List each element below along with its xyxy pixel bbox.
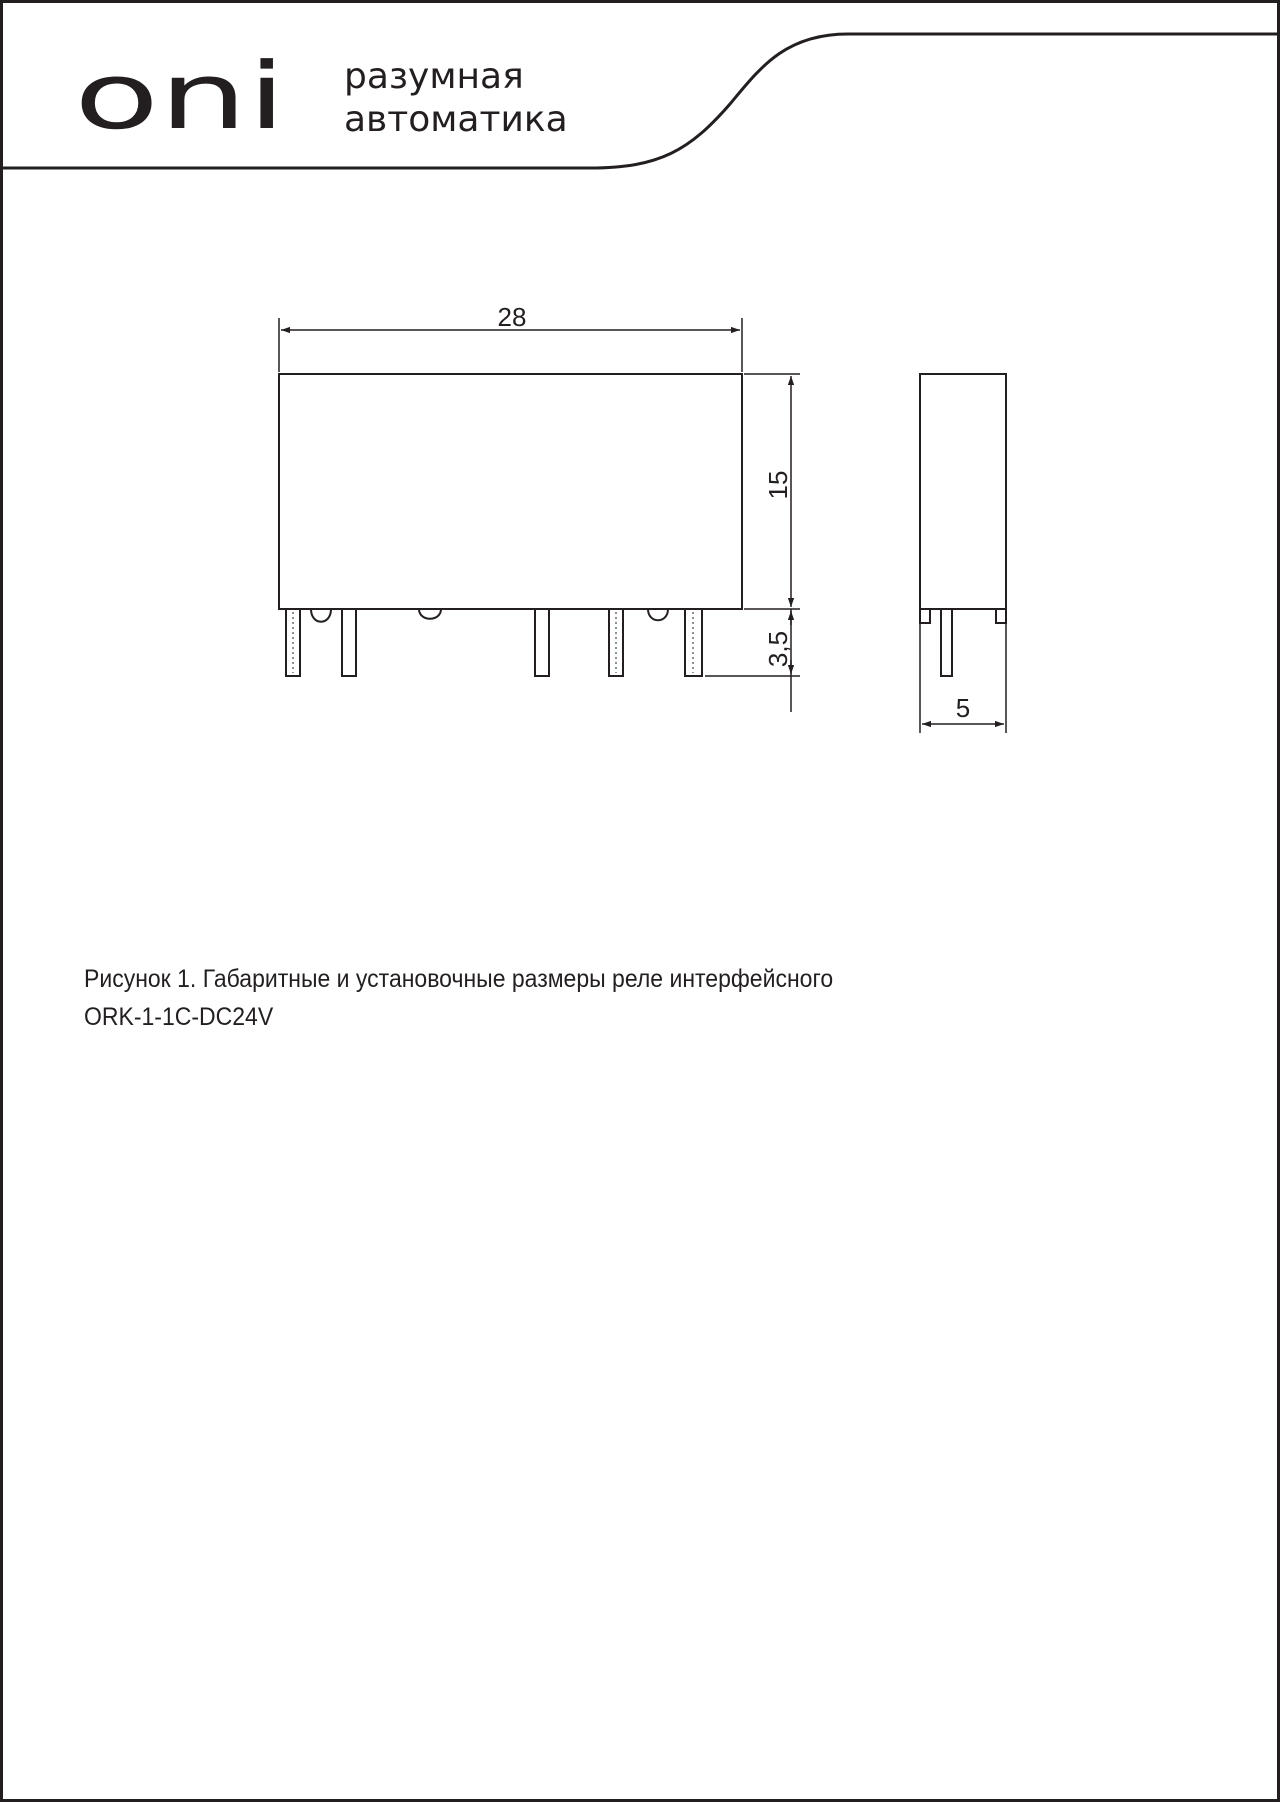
caption-line-2: ORK-1-1C-DC24V — [84, 1003, 274, 1031]
pin — [535, 609, 549, 676]
pins-front — [286, 609, 702, 676]
logo-text: oni — [74, 43, 286, 150]
height-label: 15 — [763, 470, 793, 500]
relay-body-side — [920, 374, 1006, 609]
brand-logo — [74, 43, 568, 150]
side-foot-left — [920, 609, 930, 623]
brand-tagline-2: автоматика — [344, 99, 568, 140]
relay-body — [279, 374, 742, 609]
width-label: 28 — [497, 302, 527, 332]
side-pin — [941, 609, 952, 676]
depth-label: 5 — [955, 693, 971, 723]
caption-line-1: Рисунок 1. Габаритные и установочные размеры реле интерфейсного — [84, 965, 834, 993]
standoff — [419, 609, 441, 619]
side-foot-right — [996, 609, 1006, 623]
pin-length-label: 3,5 — [763, 630, 793, 668]
page-outline — [2, 2, 1279, 1801]
standoff — [311, 609, 331, 622]
front-view — [279, 318, 800, 712]
pin — [342, 609, 356, 676]
figure-caption — [84, 960, 1096, 1036]
side-view — [920, 374, 1006, 733]
standoff — [648, 609, 668, 620]
brand-tagline-1: разумная — [344, 56, 524, 97]
